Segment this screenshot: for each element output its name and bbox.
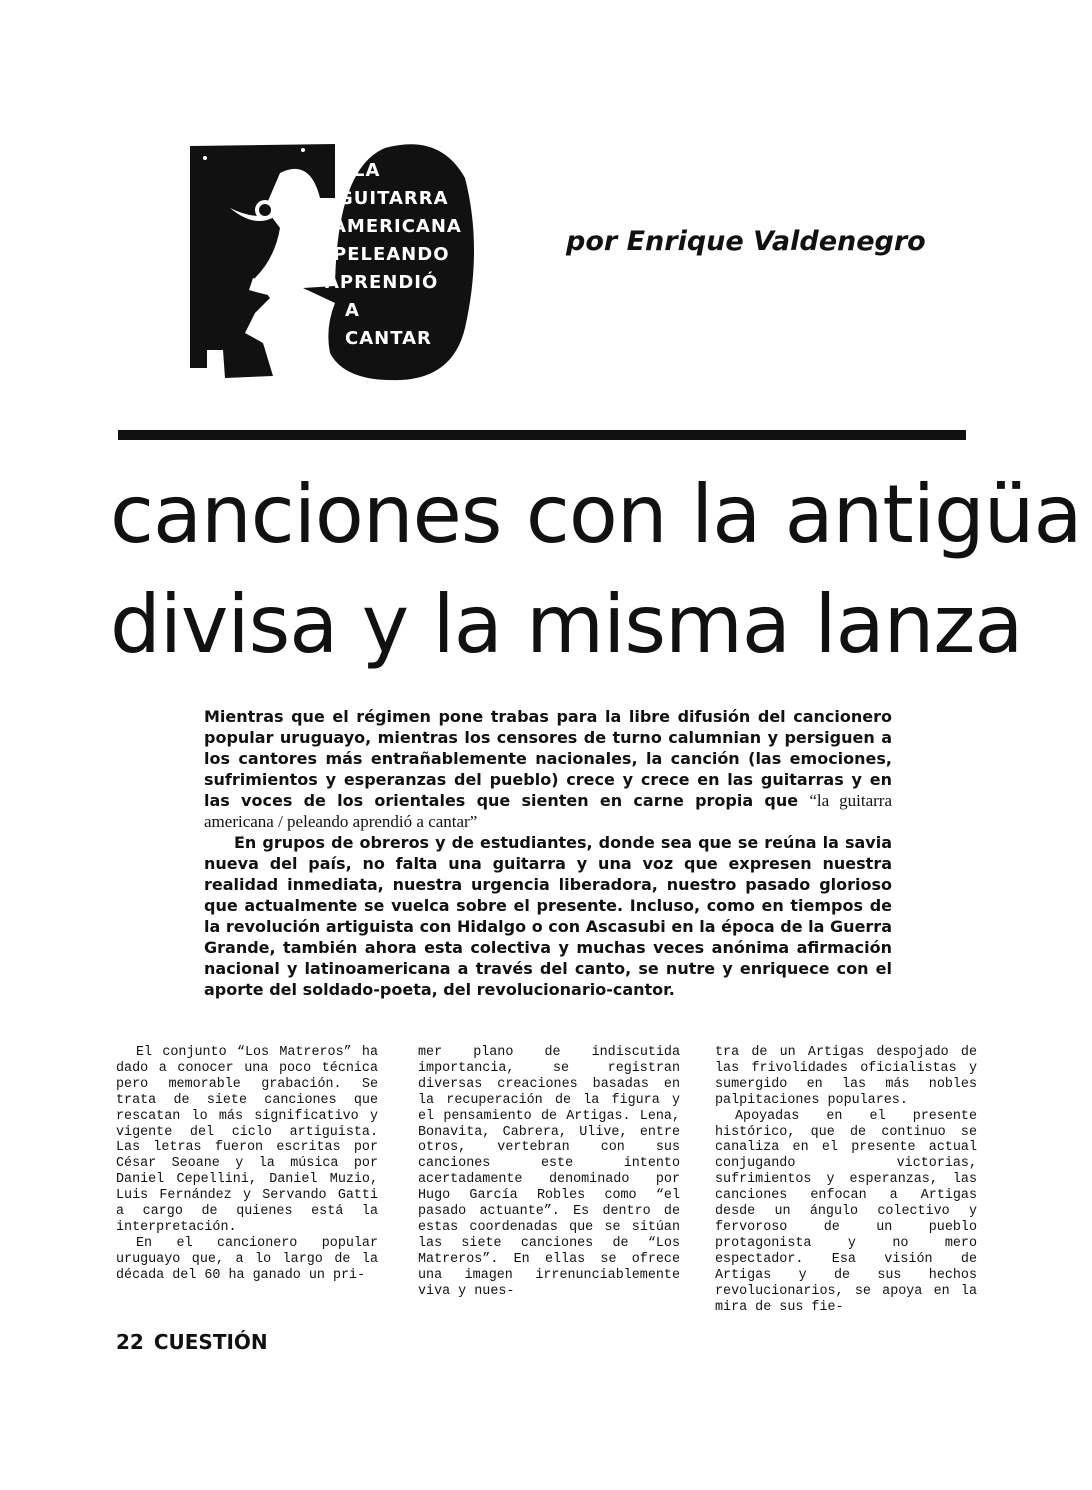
- column-paragraph: Apoyadas en el presente histórico, que de continuo se canaliza en el presente actual conjugando victorias, sufrimientos y esperanzas, las canciones enfocan a Artigas desde un ángulo colectivo y fervoroso de un pueblo protagonista y no mero espectador. Esa visión de Artigas y de sus hechos revolucionarios, se apoya en la mira de sus fie-: [715, 1108, 977, 1315]
- body-column-2: [418, 1045, 680, 1300]
- lead-quote: “la guitarra americana / peleando aprendió a cantar”: [204, 791, 892, 831]
- page-number: 22: [116, 1330, 144, 1354]
- column-paragraph: En el cancionero popular uruguayo que, a lo largo de la década del 60 ha ganado un pri-: [116, 1235, 378, 1283]
- divider-rule: [118, 430, 966, 440]
- body-column-1: [116, 1045, 378, 1284]
- headline-line-1: canciones con la antigüa: [110, 468, 1082, 561]
- body-column-3: [715, 1045, 977, 1315]
- lead-paragraph-2: En grupos de obreros y de estudiantes, donde sea que se reúna la savia nueva del país, no falta una guitarra y una voz que expresen nuestra realidad inmediata, nuestra urgencia liberadora, nuestro pasado glorioso que actualmente se vuelca sobre el presente. Incluso, como en tiempos de la revolución artiguista con Hidalgo o con Ascasubi en la época de la Guerra Grande, también ahora esta colectiva y muchas veces anónima afirmación nacional y latinoamericana a través del canto, se nutre y enriquece con el aporte del soldado-poeta, del revolucionario-cantor.: [204, 833, 892, 999]
- page-footer: [116, 1330, 268, 1354]
- headline-line-2: divisa y la misma lanza: [110, 578, 1023, 671]
- illustration-line-5: APRENDIÓ: [325, 272, 439, 293]
- lead-paragraphs: [204, 706, 892, 1000]
- lead-paragraph-1: [204, 706, 892, 832]
- byline: por Enrique Valdenegro: [566, 226, 926, 257]
- column-paragraph: mer plano de indiscutida importancia, se registran diversas creaciones basadas en la recuperación de la figura y el pensamiento de Artigas. Lena, Bonavita, Cabrera, Ulive, entre otros, vertebran con sus canciones este intento acertadamente denominado por Hugo García Robles como “el pasado actuante”. Es dentro de estas coordenadas que se sitúan las siete canciones de “Los Matreros”. En ellas se ofrece una imagen irrenunciablemente viva y nues-: [418, 1045, 680, 1299]
- illustration-line-3: AMERICANA: [332, 216, 462, 237]
- illustration-line-7: CANTAR: [345, 328, 432, 349]
- illustration-line-2: GUITARRA: [338, 188, 449, 209]
- illustration-line-4: PELEANDO: [333, 244, 450, 265]
- column-paragraph: El conjunto “Los Matreros” ha dado a conocer una poco técnica pero memorable grabación. Se trata de siete canciones que rescatan lo más significativo y vigente del ciclo artiguista. Las letras fueron escritas por César Seoane y la música por Daniel Cepellini, Daniel Muzio, Luis Fernández y Servando Gatti a cargo de quienes está la interpretación.: [116, 1045, 378, 1235]
- illustration-line-6: A: [345, 300, 360, 321]
- illustration-line-1: LA: [353, 160, 381, 181]
- lead-text: Mientras que el régimen pone trabas para la libre difusión del cancionero popular uruguayo, mientras los censores de turno calumnian y persiguen a los cantores más entrañablemente nacionales, la canción (las emociones, sufrimientos y esperanzas del pueblo) crece y crece en las guitarras y en las voces de los orientales que sienten en carne propia que: [204, 707, 892, 810]
- cover-illustration: [185, 138, 475, 383]
- column-paragraph: tra de un Artigas despojado de las frivolidades oficialistas y sumergido en las más nobles palpitaciones populares.: [715, 1045, 977, 1108]
- magazine-name: CUESTIÓN: [153, 1330, 268, 1354]
